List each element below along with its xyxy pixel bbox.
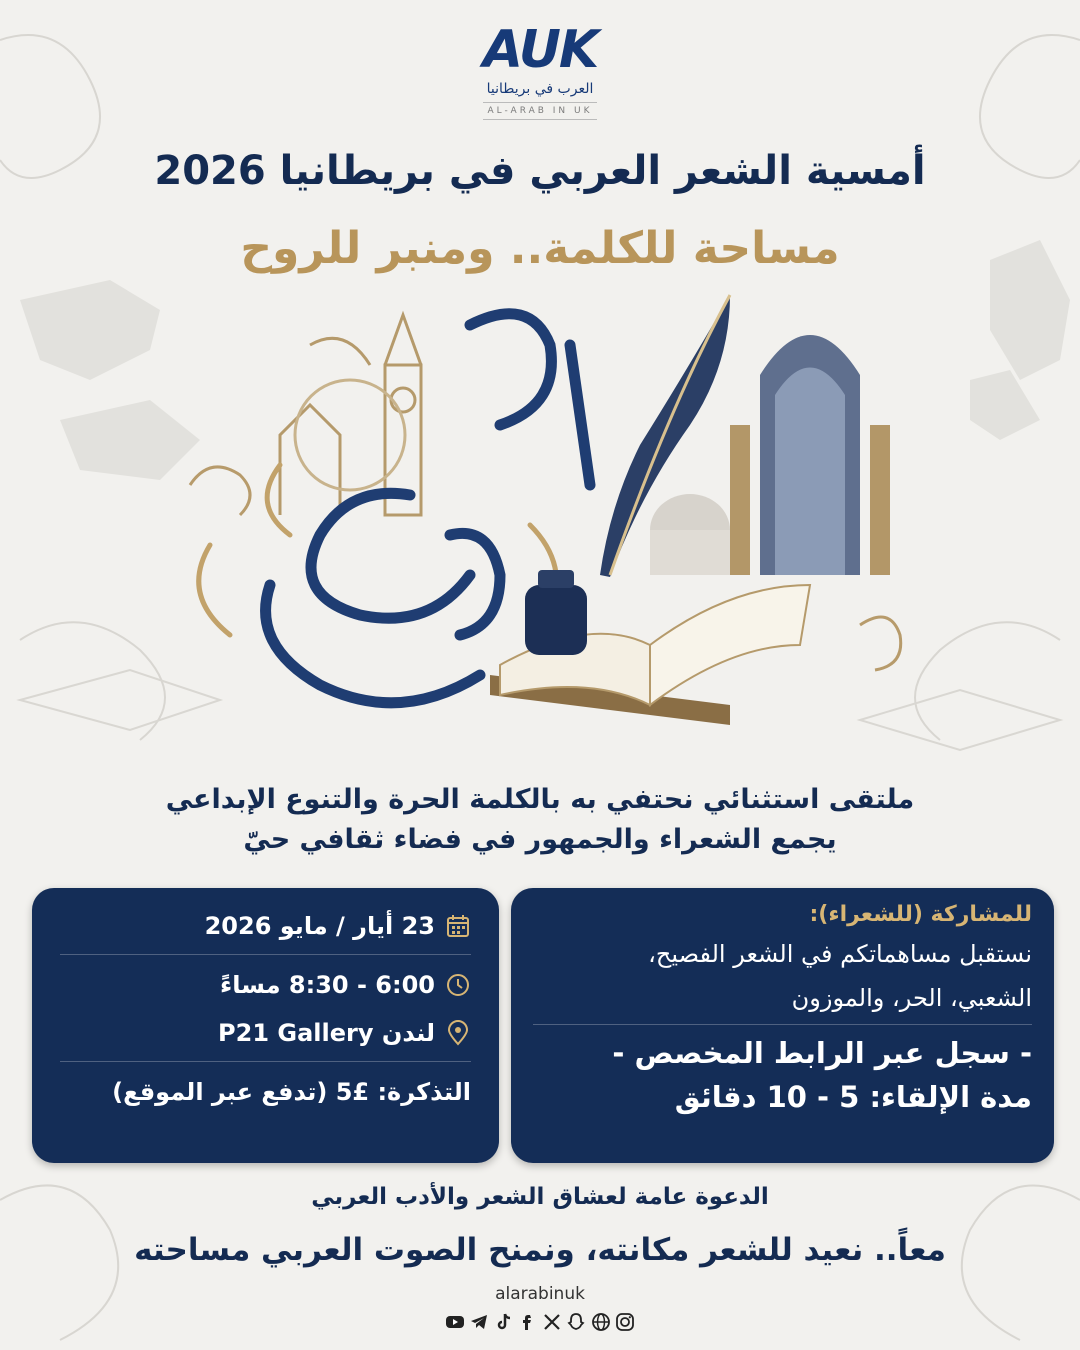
instagram-icon[interactable] bbox=[615, 1312, 635, 1332]
event-date: 23 أيار / مايو 2026 bbox=[204, 912, 435, 940]
event-date-row bbox=[60, 902, 471, 950]
participation-text-2: الشعبي، الحر، والموزون bbox=[791, 984, 1032, 1012]
registration-link-text: - سجل عبر الرابط المخصص - bbox=[612, 1036, 1032, 1070]
brand-logo bbox=[470, 20, 610, 130]
slogan-text: معاً.. نعيد للشعر مكانته، ونمنح الصوت العربي مساحته bbox=[134, 1232, 946, 1268]
logo-arabic-text: العرب في بريطانيا bbox=[486, 81, 594, 97]
performance-duration: مدة الإلقاء: 5 - 10 دقائق bbox=[674, 1080, 1032, 1114]
clock-icon bbox=[445, 972, 471, 998]
participation-text-1: نستقبل مساهماتكم في الشعر الفصيح، bbox=[648, 940, 1032, 968]
inkwell-illustration bbox=[525, 570, 587, 655]
divider bbox=[60, 954, 471, 955]
divider bbox=[60, 1061, 471, 1062]
youtube-icon[interactable] bbox=[445, 1312, 465, 1332]
event-location-row bbox=[60, 1009, 471, 1057]
event-ticket-row bbox=[60, 1068, 471, 1116]
location-pin-icon bbox=[445, 1020, 471, 1046]
social-icons bbox=[445, 1309, 635, 1335]
facebook-icon[interactable] bbox=[518, 1312, 538, 1332]
intro-line-1: ملتقى استثنائي نحتفي به بالكلمة الحرة والتنوع الإبداعي bbox=[165, 784, 915, 815]
event-location: لندن P21 Gallery bbox=[218, 1019, 435, 1047]
event-time-row bbox=[60, 961, 471, 1009]
x-icon[interactable] bbox=[542, 1312, 562, 1332]
page-subtitle: مساحة للكلمة.. ومنبر للروح bbox=[240, 223, 840, 274]
web-icon[interactable] bbox=[591, 1312, 611, 1332]
intro-text bbox=[60, 780, 1020, 860]
snapchat-icon[interactable] bbox=[566, 1312, 586, 1332]
telegram-icon[interactable] bbox=[469, 1312, 489, 1332]
poetry-illustration bbox=[170, 285, 910, 755]
logo-english-text: AL-ARAB IN UK bbox=[483, 102, 596, 120]
calendar-icon bbox=[445, 913, 471, 939]
invitation-text: الدعوة عامة لعشاق الشعر والأدب العربي bbox=[311, 1184, 769, 1210]
social-handle: alarabinuk bbox=[495, 1284, 585, 1304]
event-ticket: التذكرة: £5 (تدفع عبر الموقع) bbox=[112, 1078, 471, 1106]
tiktok-icon[interactable] bbox=[494, 1312, 514, 1332]
participation-heading: للمشاركة (للشعراء): bbox=[809, 902, 1032, 927]
london-skyline-illustration bbox=[280, 315, 421, 515]
participation-card bbox=[511, 888, 1054, 1163]
divider bbox=[533, 1024, 1032, 1025]
event-details-card bbox=[32, 888, 499, 1163]
logo-mark: AUK bbox=[482, 20, 598, 80]
intro-line-2: يجمع الشعراء والجمهور في فضاء ثقافي حيّ bbox=[243, 824, 837, 855]
event-time: 6:00 - 8:30 مساءً bbox=[220, 971, 435, 999]
page-title: أمسية الشعر العربي في بريطانيا 2026 bbox=[154, 148, 926, 194]
registration-note bbox=[533, 1031, 1032, 1119]
